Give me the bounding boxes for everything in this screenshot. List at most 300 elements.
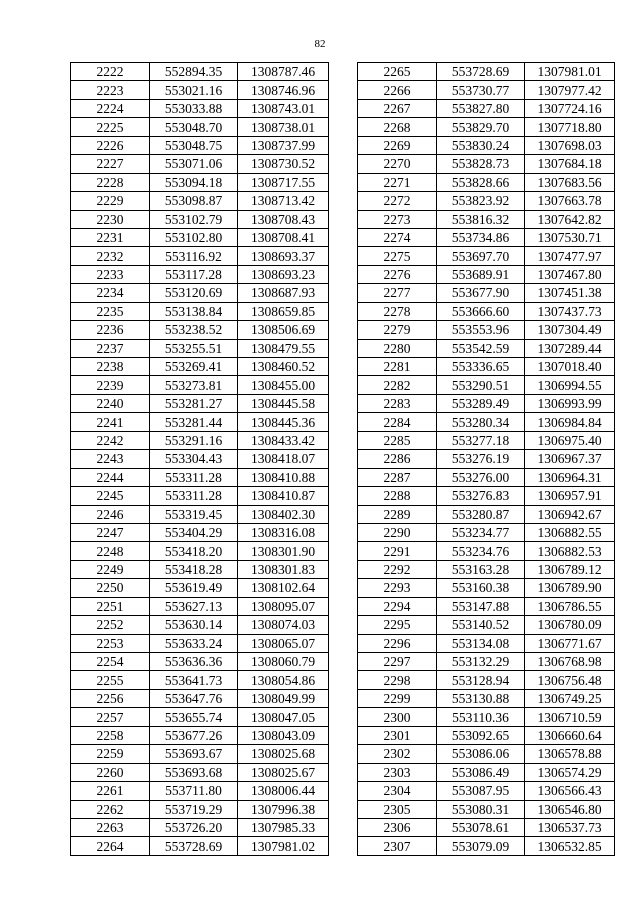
table-row (71, 837, 329, 855)
coordinates-table-left (70, 62, 329, 856)
y-coordinate-cell: 1307981.01 (525, 63, 615, 81)
table-row (358, 616, 615, 634)
point-number-cell: 2250 (71, 579, 150, 597)
table-row (358, 63, 615, 81)
point-number-cell: 2306 (358, 818, 437, 836)
table-row (358, 487, 615, 505)
table-row (71, 708, 329, 726)
point-number-cell: 2265 (358, 63, 437, 81)
table-row (71, 155, 329, 173)
x-coordinate-cell: 553311.28 (150, 468, 238, 486)
point-number-cell: 2275 (358, 247, 437, 265)
x-coordinate-cell: 553138.84 (150, 302, 238, 320)
table-row (71, 136, 329, 154)
point-number-cell: 2229 (71, 192, 150, 210)
y-coordinate-cell: 1308074.03 (238, 616, 329, 634)
table-row (71, 818, 329, 836)
point-number-cell: 2264 (71, 837, 150, 855)
point-number-cell: 2246 (71, 505, 150, 523)
point-number-cell: 2305 (358, 800, 437, 818)
y-coordinate-cell: 1307718.80 (525, 118, 615, 136)
x-coordinate-cell: 553619.49 (150, 579, 238, 597)
table-row (358, 523, 615, 541)
table-row (358, 284, 615, 302)
y-coordinate-cell: 1308730.52 (238, 155, 329, 173)
y-coordinate-cell: 1306942.67 (525, 505, 615, 523)
y-coordinate-cell: 1308455.00 (238, 376, 329, 394)
y-coordinate-cell: 1307289.44 (525, 339, 615, 357)
x-coordinate-cell: 553418.20 (150, 542, 238, 560)
table-row (71, 413, 329, 431)
point-number-cell: 2245 (71, 487, 150, 505)
x-coordinate-cell: 553830.24 (437, 136, 525, 154)
table-row (358, 782, 615, 800)
x-coordinate-cell: 553404.29 (150, 523, 238, 541)
point-number-cell: 2251 (71, 597, 150, 615)
table-row (71, 118, 329, 136)
table-row (358, 726, 615, 744)
point-number-cell: 2273 (358, 210, 437, 228)
y-coordinate-cell: 1308687.93 (238, 284, 329, 302)
point-number-cell: 2256 (71, 689, 150, 707)
point-number-cell: 2300 (358, 708, 437, 726)
y-coordinate-cell: 1308054.86 (238, 671, 329, 689)
y-coordinate-cell: 1306964.31 (525, 468, 615, 486)
table-row (358, 763, 615, 781)
point-number-cell: 2271 (358, 173, 437, 191)
point-number-cell: 2280 (358, 339, 437, 357)
x-coordinate-cell: 553693.67 (150, 745, 238, 763)
table-row (71, 653, 329, 671)
table-row (358, 653, 615, 671)
point-number-cell: 2262 (71, 800, 150, 818)
point-number-cell: 2267 (358, 99, 437, 117)
point-number-cell: 2290 (358, 523, 437, 541)
point-number-cell: 2257 (71, 708, 150, 726)
x-coordinate-cell: 553633.24 (150, 634, 238, 652)
point-number-cell: 2248 (71, 542, 150, 560)
x-coordinate-cell: 553728.69 (150, 837, 238, 855)
y-coordinate-cell: 1308460.52 (238, 358, 329, 376)
point-number-cell: 2292 (358, 560, 437, 578)
y-coordinate-cell: 1308708.41 (238, 228, 329, 246)
x-coordinate-cell: 553655.74 (150, 708, 238, 726)
table-row (71, 358, 329, 376)
x-coordinate-cell: 553828.73 (437, 155, 525, 173)
y-coordinate-cell: 1308418.07 (238, 450, 329, 468)
x-coordinate-cell: 553728.69 (437, 63, 525, 81)
y-coordinate-cell: 1308693.23 (238, 265, 329, 283)
x-coordinate-cell: 553311.28 (150, 487, 238, 505)
y-coordinate-cell: 1307684.18 (525, 155, 615, 173)
table-row (358, 671, 615, 689)
point-number-cell: 2287 (358, 468, 437, 486)
point-number-cell: 2301 (358, 726, 437, 744)
table-row (358, 708, 615, 726)
x-coordinate-cell: 553647.76 (150, 689, 238, 707)
point-number-cell: 2293 (358, 579, 437, 597)
x-coordinate-cell: 553078.61 (437, 818, 525, 836)
x-coordinate-cell: 553697.70 (437, 247, 525, 265)
table-row (71, 210, 329, 228)
table-row (358, 265, 615, 283)
x-coordinate-cell: 553636.36 (150, 653, 238, 671)
point-number-cell: 2241 (71, 413, 150, 431)
table-row (71, 394, 329, 412)
y-coordinate-cell: 1308006.44 (238, 782, 329, 800)
y-coordinate-cell: 1307724.16 (525, 99, 615, 117)
point-number-cell: 2225 (71, 118, 150, 136)
point-number-cell: 2279 (358, 321, 437, 339)
x-coordinate-cell: 553086.49 (437, 763, 525, 781)
y-coordinate-cell: 1307530.71 (525, 228, 615, 246)
point-number-cell: 2277 (358, 284, 437, 302)
x-coordinate-cell: 553276.00 (437, 468, 525, 486)
table-row (71, 616, 329, 634)
y-coordinate-cell: 1308025.68 (238, 745, 329, 763)
point-number-cell: 2243 (71, 450, 150, 468)
table-row (71, 597, 329, 615)
x-coordinate-cell: 553542.59 (437, 339, 525, 357)
x-coordinate-cell: 553336.65 (437, 358, 525, 376)
point-number-cell: 2249 (71, 560, 150, 578)
y-coordinate-cell: 1306574.29 (525, 763, 615, 781)
table-row (71, 726, 329, 744)
x-coordinate-cell: 553289.49 (437, 394, 525, 412)
point-number-cell: 2244 (71, 468, 150, 486)
y-coordinate-cell: 1306768.98 (525, 653, 615, 671)
point-number-cell: 2286 (358, 450, 437, 468)
point-number-cell: 2270 (358, 155, 437, 173)
table-row (71, 192, 329, 210)
y-coordinate-cell: 1308743.01 (238, 99, 329, 117)
point-number-cell: 2233 (71, 265, 150, 283)
y-coordinate-cell: 1306882.53 (525, 542, 615, 560)
table-row (71, 99, 329, 117)
y-coordinate-cell: 1308787.46 (238, 63, 329, 81)
x-coordinate-cell: 553726.20 (150, 818, 238, 836)
y-coordinate-cell: 1306578.88 (525, 745, 615, 763)
point-number-cell: 2231 (71, 228, 150, 246)
x-coordinate-cell: 553711.80 (150, 782, 238, 800)
y-coordinate-cell: 1308043.09 (238, 726, 329, 744)
x-coordinate-cell: 553280.34 (437, 413, 525, 431)
y-coordinate-cell: 1308479.55 (238, 339, 329, 357)
x-coordinate-cell: 553689.91 (437, 265, 525, 283)
table-row (358, 450, 615, 468)
x-coordinate-cell: 553238.52 (150, 321, 238, 339)
table-row (358, 597, 615, 615)
table-row (358, 339, 615, 357)
y-coordinate-cell: 1308316.08 (238, 523, 329, 541)
y-coordinate-cell: 1308708.43 (238, 210, 329, 228)
y-coordinate-cell: 1306771.67 (525, 634, 615, 652)
x-coordinate-cell: 553079.09 (437, 837, 525, 855)
x-coordinate-cell: 553719.29 (150, 800, 238, 818)
y-coordinate-cell: 1307996.38 (238, 800, 329, 818)
y-coordinate-cell: 1308659.85 (238, 302, 329, 320)
y-coordinate-cell: 1308025.67 (238, 763, 329, 781)
point-number-cell: 2253 (71, 634, 150, 652)
x-coordinate-cell: 553290.51 (437, 376, 525, 394)
point-number-cell: 2223 (71, 81, 150, 99)
table-row (358, 192, 615, 210)
point-number-cell: 2254 (71, 653, 150, 671)
x-coordinate-cell: 553627.13 (150, 597, 238, 615)
point-number-cell: 2224 (71, 99, 150, 117)
point-number-cell: 2237 (71, 339, 150, 357)
x-coordinate-cell: 553033.88 (150, 99, 238, 117)
x-coordinate-cell: 553281.44 (150, 413, 238, 431)
table-row (71, 468, 329, 486)
y-coordinate-cell: 1308402.30 (238, 505, 329, 523)
point-number-cell: 2282 (358, 376, 437, 394)
x-coordinate-cell: 553677.26 (150, 726, 238, 744)
y-coordinate-cell: 1306566.43 (525, 782, 615, 800)
y-coordinate-cell: 1308060.79 (238, 653, 329, 671)
x-coordinate-cell: 553693.68 (150, 763, 238, 781)
x-coordinate-cell: 553641.73 (150, 671, 238, 689)
y-coordinate-cell: 1306984.84 (525, 413, 615, 431)
table-row (71, 450, 329, 468)
table-row (358, 136, 615, 154)
x-coordinate-cell: 553269.41 (150, 358, 238, 376)
point-number-cell: 2289 (358, 505, 437, 523)
point-number-cell: 2242 (71, 431, 150, 449)
point-number-cell: 2240 (71, 394, 150, 412)
x-coordinate-cell: 553080.31 (437, 800, 525, 818)
table-row (71, 763, 329, 781)
table-row (358, 579, 615, 597)
x-coordinate-cell: 553116.92 (150, 247, 238, 265)
table-row (71, 339, 329, 357)
table-row (358, 210, 615, 228)
table-row (358, 634, 615, 652)
table-row (71, 284, 329, 302)
table-row (71, 800, 329, 818)
x-coordinate-cell: 553102.80 (150, 228, 238, 246)
point-number-cell: 2288 (358, 487, 437, 505)
y-coordinate-cell: 1308445.36 (238, 413, 329, 431)
x-coordinate-cell: 553132.29 (437, 653, 525, 671)
point-number-cell: 2299 (358, 689, 437, 707)
x-coordinate-cell: 553280.87 (437, 505, 525, 523)
y-coordinate-cell: 1307018.40 (525, 358, 615, 376)
point-number-cell: 2278 (358, 302, 437, 320)
table-row (71, 376, 329, 394)
x-coordinate-cell: 553160.38 (437, 579, 525, 597)
point-number-cell: 2297 (358, 653, 437, 671)
table-row (71, 247, 329, 265)
x-coordinate-cell: 553630.14 (150, 616, 238, 634)
point-number-cell: 2228 (71, 173, 150, 191)
table-row (71, 487, 329, 505)
point-number-cell: 2227 (71, 155, 150, 173)
point-number-cell: 2274 (358, 228, 437, 246)
x-coordinate-cell: 553666.60 (437, 302, 525, 320)
table-row (71, 689, 329, 707)
x-coordinate-cell: 553134.08 (437, 634, 525, 652)
point-number-cell: 2259 (71, 745, 150, 763)
x-coordinate-cell: 553098.87 (150, 192, 238, 210)
table-row (358, 376, 615, 394)
y-coordinate-cell: 1306537.73 (525, 818, 615, 836)
x-coordinate-cell: 553234.77 (437, 523, 525, 541)
y-coordinate-cell: 1306994.55 (525, 376, 615, 394)
y-coordinate-cell: 1306532.85 (525, 837, 615, 855)
x-coordinate-cell: 553281.27 (150, 394, 238, 412)
y-coordinate-cell: 1308410.88 (238, 468, 329, 486)
point-number-cell: 2238 (71, 358, 150, 376)
y-coordinate-cell: 1308445.58 (238, 394, 329, 412)
table-row (358, 468, 615, 486)
y-coordinate-cell: 1308102.64 (238, 579, 329, 597)
y-coordinate-cell: 1306882.55 (525, 523, 615, 541)
y-coordinate-cell: 1306786.55 (525, 597, 615, 615)
point-number-cell: 2222 (71, 63, 150, 81)
y-coordinate-cell: 1307698.03 (525, 136, 615, 154)
table-row (71, 81, 329, 99)
x-coordinate-cell: 552894.35 (150, 63, 238, 81)
point-number-cell: 2276 (358, 265, 437, 283)
x-coordinate-cell: 553827.80 (437, 99, 525, 117)
y-coordinate-cell: 1306957.91 (525, 487, 615, 505)
table-row (358, 542, 615, 560)
table-row (71, 173, 329, 191)
x-coordinate-cell: 553048.70 (150, 118, 238, 136)
table-row (358, 358, 615, 376)
y-coordinate-cell: 1308717.55 (238, 173, 329, 191)
point-number-cell: 2269 (358, 136, 437, 154)
table-row (358, 394, 615, 412)
y-coordinate-cell: 1306710.59 (525, 708, 615, 726)
table-row (71, 560, 329, 578)
x-coordinate-cell: 553273.81 (150, 376, 238, 394)
point-number-cell: 2239 (71, 376, 150, 394)
x-coordinate-cell: 553418.28 (150, 560, 238, 578)
table-row (358, 413, 615, 431)
point-number-cell: 2304 (358, 782, 437, 800)
x-coordinate-cell: 553734.86 (437, 228, 525, 246)
y-coordinate-cell: 1308738.01 (238, 118, 329, 136)
table-row (71, 782, 329, 800)
y-coordinate-cell: 1306789.90 (525, 579, 615, 597)
point-number-cell: 2260 (71, 763, 150, 781)
point-number-cell: 2226 (71, 136, 150, 154)
table-row (71, 505, 329, 523)
table-row (358, 818, 615, 836)
point-number-cell: 2232 (71, 247, 150, 265)
y-coordinate-cell: 1306756.48 (525, 671, 615, 689)
y-coordinate-cell: 1307977.42 (525, 81, 615, 99)
x-coordinate-cell: 553234.76 (437, 542, 525, 560)
y-coordinate-cell: 1306660.64 (525, 726, 615, 744)
table-row (358, 689, 615, 707)
x-coordinate-cell: 553140.52 (437, 616, 525, 634)
point-number-cell: 2294 (358, 597, 437, 615)
table-row (71, 579, 329, 597)
x-coordinate-cell: 553092.65 (437, 726, 525, 744)
page-number: 82 (314, 38, 326, 50)
y-coordinate-cell: 1308737.99 (238, 136, 329, 154)
point-number-cell: 2268 (358, 118, 437, 136)
y-coordinate-cell: 1307642.82 (525, 210, 615, 228)
y-coordinate-cell: 1308049.99 (238, 689, 329, 707)
x-coordinate-cell: 553277.18 (437, 431, 525, 449)
point-number-cell: 2235 (71, 302, 150, 320)
x-coordinate-cell: 553147.88 (437, 597, 525, 615)
point-number-cell: 2285 (358, 431, 437, 449)
point-number-cell: 2266 (358, 81, 437, 99)
x-coordinate-cell: 553094.18 (150, 173, 238, 191)
table-row (71, 523, 329, 541)
table-row (71, 63, 329, 81)
table-row (358, 155, 615, 173)
x-coordinate-cell: 553086.06 (437, 745, 525, 763)
point-number-cell: 2307 (358, 837, 437, 855)
table-row (358, 431, 615, 449)
y-coordinate-cell: 1306780.09 (525, 616, 615, 634)
y-coordinate-cell: 1308693.37 (238, 247, 329, 265)
x-coordinate-cell: 553319.45 (150, 505, 238, 523)
x-coordinate-cell: 553128.94 (437, 671, 525, 689)
y-coordinate-cell: 1307683.56 (525, 173, 615, 191)
x-coordinate-cell: 553816.32 (437, 210, 525, 228)
x-coordinate-cell: 553730.77 (437, 81, 525, 99)
table-row (71, 265, 329, 283)
y-coordinate-cell: 1307981.02 (238, 837, 329, 855)
table-row (358, 837, 615, 855)
y-coordinate-cell: 1307437.73 (525, 302, 615, 320)
point-number-cell: 2296 (358, 634, 437, 652)
table-row (71, 542, 329, 560)
table-row (71, 745, 329, 763)
y-coordinate-cell: 1308410.87 (238, 487, 329, 505)
table-row (71, 321, 329, 339)
x-coordinate-cell: 553304.43 (150, 450, 238, 468)
point-number-cell: 2283 (358, 394, 437, 412)
point-number-cell: 2261 (71, 782, 150, 800)
point-number-cell: 2252 (71, 616, 150, 634)
x-coordinate-cell: 553276.83 (437, 487, 525, 505)
point-number-cell: 2281 (358, 358, 437, 376)
y-coordinate-cell: 1308047.05 (238, 708, 329, 726)
x-coordinate-cell: 553829.70 (437, 118, 525, 136)
y-coordinate-cell: 1307467.80 (525, 265, 615, 283)
x-coordinate-cell: 553087.95 (437, 782, 525, 800)
point-number-cell: 2284 (358, 413, 437, 431)
table-row (358, 247, 615, 265)
table-body-right (358, 63, 615, 856)
x-coordinate-cell: 553120.69 (150, 284, 238, 302)
table-row (358, 745, 615, 763)
y-coordinate-cell: 1306975.40 (525, 431, 615, 449)
y-coordinate-cell: 1306993.99 (525, 394, 615, 412)
table-row (71, 671, 329, 689)
point-number-cell: 2272 (358, 192, 437, 210)
x-coordinate-cell: 553021.16 (150, 81, 238, 99)
y-coordinate-cell: 1306789.12 (525, 560, 615, 578)
table-row (358, 118, 615, 136)
y-coordinate-cell: 1307477.97 (525, 247, 615, 265)
y-coordinate-cell: 1307304.49 (525, 321, 615, 339)
point-number-cell: 2263 (71, 818, 150, 836)
table-row (358, 321, 615, 339)
y-coordinate-cell: 1306967.37 (525, 450, 615, 468)
point-number-cell: 2295 (358, 616, 437, 634)
y-coordinate-cell: 1307985.33 (238, 818, 329, 836)
y-coordinate-cell: 1308301.83 (238, 560, 329, 578)
